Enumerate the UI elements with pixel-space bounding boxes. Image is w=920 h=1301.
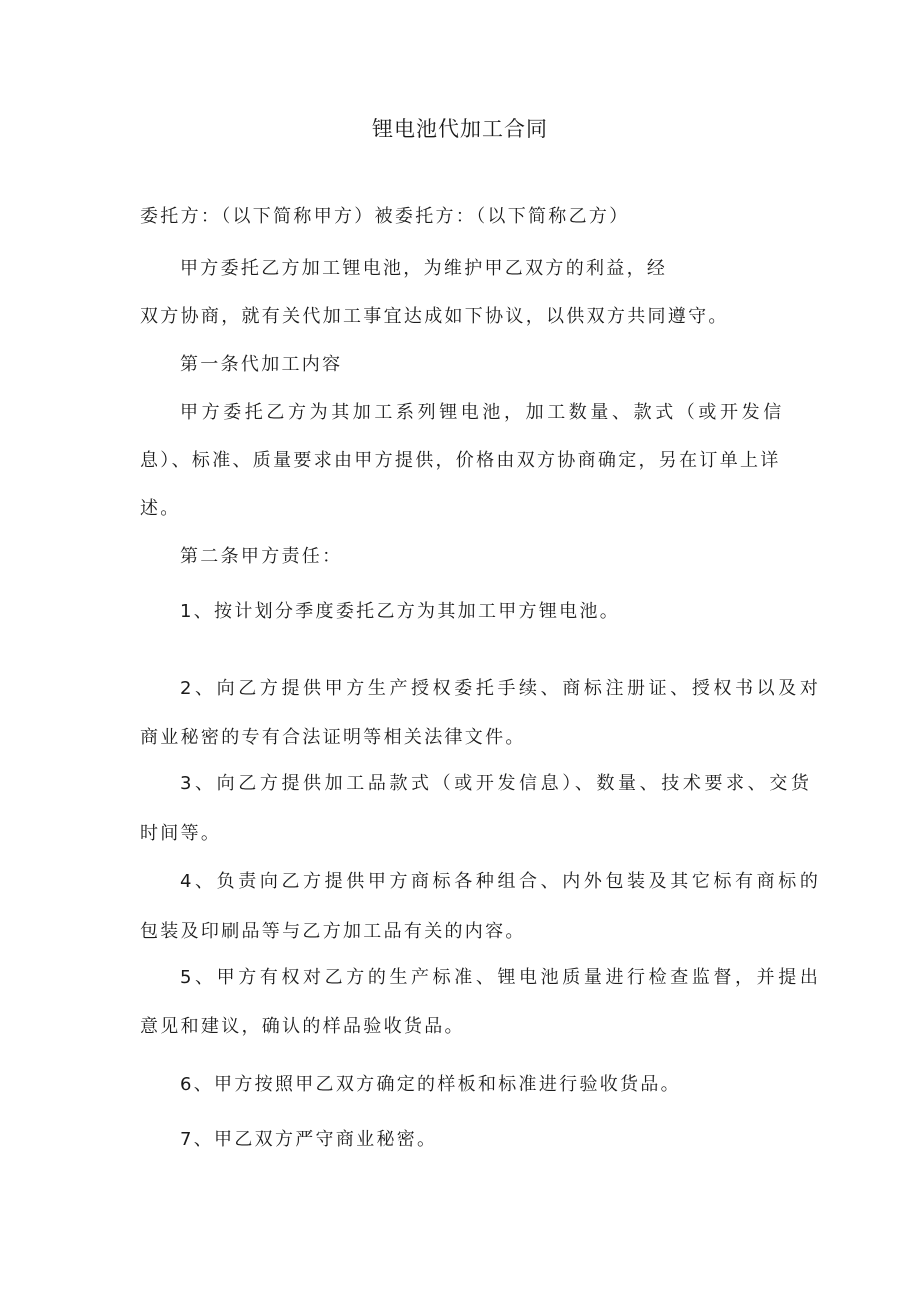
parties-line: 委托方：（以下简称甲方）被委托方：（以下简称乙方） [140,206,630,227]
clause-4-line-2: 包装及印刷品等与乙方加工品有关的内容。 [140,921,526,942]
clause-2-line-2: 商业秘密的专有合法证明等相关法律文件。 [140,727,526,748]
article-1-text-3: 述。 [140,498,181,519]
article-1-heading: 第一条代加工内容 [180,354,343,375]
article-2-heading: 第二条甲方责任： [180,546,343,567]
preamble-line-2: 双方协商，就有关代加工事宜达成如下协议，以供双方共同遵守。 [140,306,729,327]
clause-1: 1、按计划分季度委托乙方为其加工甲方锂电池。 [180,601,621,622]
clause-4-line-1: 4、负责向乙方提供甲方商标各种组合、内外包装及其它标有商标的 [180,871,822,892]
clause-2-line-1: 2、向乙方提供甲方生产授权委托手续、商标注册证、授权书以及对 [180,678,822,699]
clause-7: 7、甲乙双方严守商业秘密。 [180,1129,438,1150]
document-title: 锂电池代加工合同 [372,117,548,141]
clause-5-line-1: 5、甲方有权对乙方的生产标准、锂电池质量进行检查监督，并提出 [180,967,822,988]
article-1-text-2: 息）、标准、质量要求由甲方提供，价格由双方协商确定，另在订单上详 [140,450,781,471]
clause-5-line-2: 意见和建议，确认的样品验收货品。 [140,1016,465,1037]
clause-3-line-2: 时间等。 [140,823,222,844]
article-1-text-1: 甲方委托乙方为其加工系列锂电池，加工数量、款式（或开发信 [180,402,785,423]
clause-6: 6、甲方按照甲乙双方确定的样板和标准进行验收货品。 [180,1074,681,1095]
clause-3-line-1: 3、向乙方提供加工品款式（或开发信息）、数量、技术要求、交货 [180,773,813,794]
preamble-line-1: 甲方委托乙方加工锂电池，为维护甲乙双方的利益，经 [180,258,668,279]
